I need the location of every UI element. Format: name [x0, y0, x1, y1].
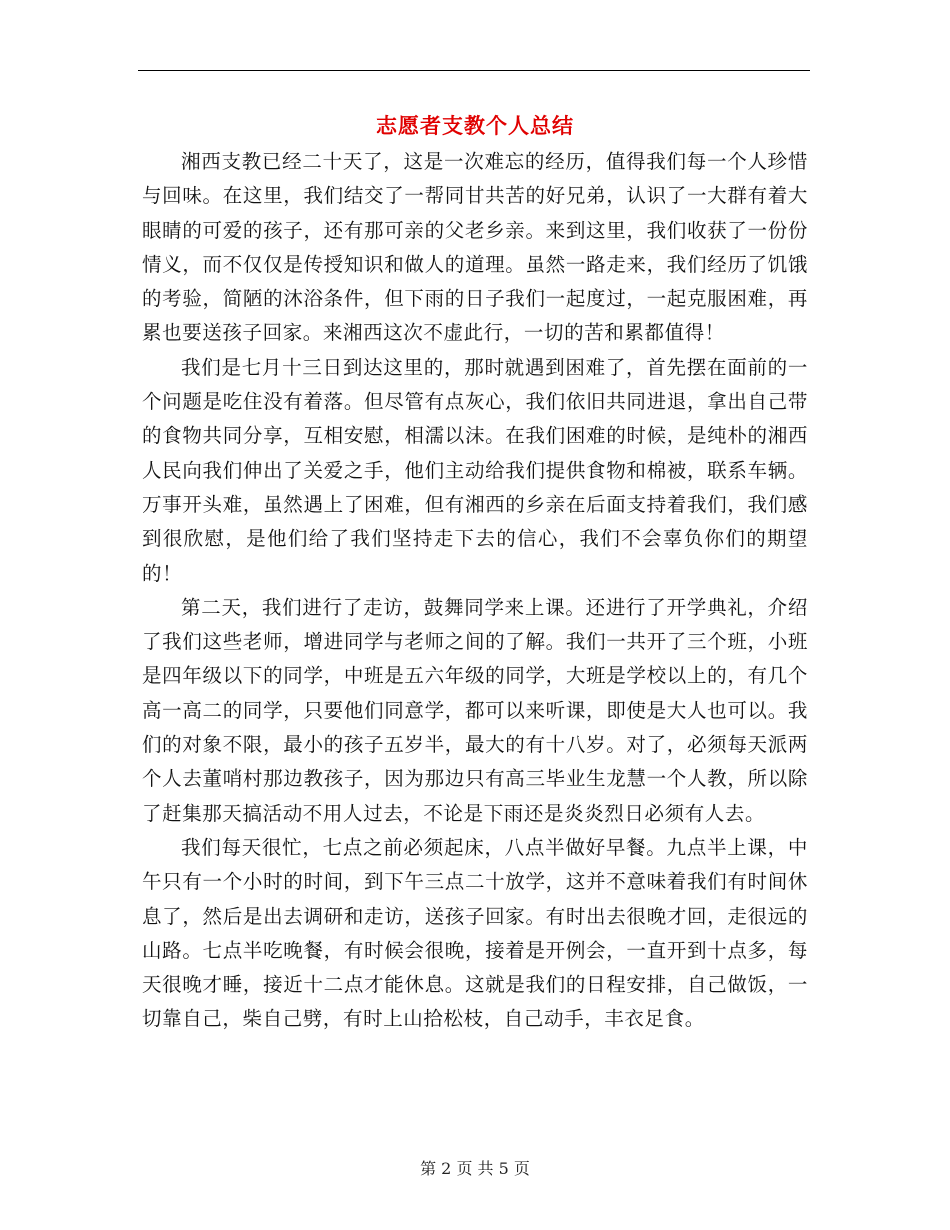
- document-body: [142, 145, 808, 1037]
- page-footer: 第 2 页 共 5 页: [420, 1159, 530, 1178]
- paragraph: 我们是七月十三日到达这里的，那时就遇到困难了，首先摆在面前的一个问题是吃住没有着落。但尽管有点灰心，我们依旧共同进退，拿出自己带的食物共同分享，互相安慰，相濡以沫。在我们困难的时候，是纯朴的湘西人民向我们伸出了关爱之手，他们主动给我们提供食物和棉被，联系车辆。万事开头难，虽然遇上了困难，但有湘西的乡亲在后面支持着我们，我们感到很欣慰，是他们给了我们坚持走下去的信心，我们不会辜负你们的期望的！: [142, 355, 808, 585]
- document-title: 志愿者支教个人总结: [376, 113, 574, 138]
- paragraph: 湘西支教已经二十天了，这是一次难忘的经历，值得我们每一个人珍惜与回味。在这里，我们结交了一帮同甘共苦的好兄弟，认识了一大群有着大眼睛的可爱的孩子，还有那可亲的父老乡亲。来到这里，我们收获了一份份情义，而不仅仅是传授知识和做人的道理。虽然一路走来，我们经历了饥饿的考验，简陋的沐浴条件，但下雨的日子我们一起度过，一起克服困难，再累也要送孩子回家。来湘西这次不虚此行，一切的苦和累都值得！: [142, 150, 808, 345]
- header-rule: [138, 70, 810, 71]
- paragraph: 第二天，我们进行了走访，鼓舞同学来上课。还进行了开学典礼，介绍了我们这些老师，增进同学与老师之间的了解。我们一共开了三个班，小班是四年级以下的同学，中班是五六年级的同学，大班是学校以上的，有几个高一高二的同学，只要他们同意学，都可以来听课，即使是大人也可以。我们的对象不限，最小的孩子五岁半，最大的有十八岁。对了，必须每天派两个人去董哨村那边教孩子，因为那边只有高三毕业生龙慧一个人教，所以除了赶集那天搞活动不用人过去，不论是下雨还是炎炎烈日必须有人去。: [142, 595, 808, 825]
- paragraph: 我们每天很忙，七点之前必须起床，八点半做好早餐。九点半上课，中午只有一个小时的时间，到下午三点二十放学，这并不意味着我们有时间休息了，然后是出去调研和走访，送孩子回家。有时出去很晚才回，走很远的山路。七点半吃晚餐，有时候会很晚，接着是开例会，一直开到十点多，每天很晚才睡，接近十二点才能休息。这就是我们的日程安排，自己做饭，一切靠自己，柴自己劈，有时上山拾松枝，自己动手，丰衣足食。: [142, 835, 808, 1031]
